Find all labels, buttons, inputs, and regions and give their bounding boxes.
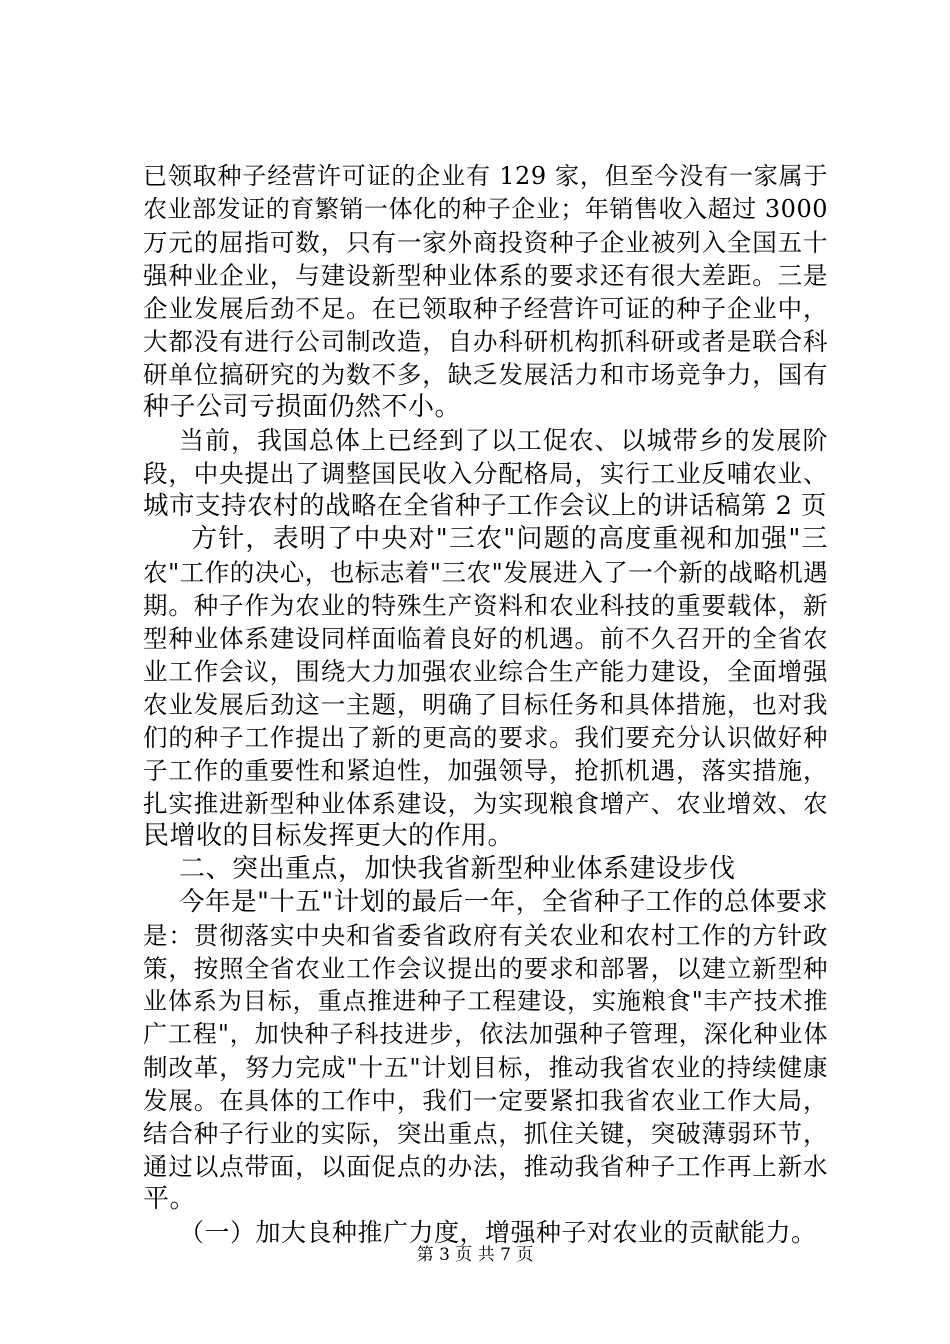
text-line: 二、突出重点，加快我省新型种业体系建设步伐 [179,854,736,884]
text-line: 段，中央提出了调整国民收入分配格局，实行工业反哺农业、 [143,459,828,488]
text-line: 业工作会议，围绕大力加强农业综合生产能力建设，全面增强 [143,657,828,686]
text-line: 子工作的重要性和紧迫性，加强领导，抢抓机遇，落实措施， [143,756,828,785]
text-line: 强种业企业，与建设新型种业体系的要求还有很大差距。三是 [143,261,828,290]
text-line: 制改革，努力完成"十五"计划目标，推动我省农业的持续健康 [143,1053,828,1082]
text-line: 业体系为目标，重点推进种子工程建设，实施粮食"丰产技术推 [143,987,828,1015]
text-line: 型种业体系建设同样面临着良好的机遇。前不久召开的全省农 [143,624,828,653]
text-line: 研单位搞研究的为数不多，缺乏发展活力和市场竞争力，国有 [143,360,828,389]
text-line: 种子公司亏损面仍然不小。 [143,392,462,422]
text-line: 农"工作的决心，也标志着"三农"发展进入了一个新的战略机遇 [143,558,829,587]
text-line: 期。种子作为农业的特殊生产资料和农业科技的重要载体，新 [143,591,828,620]
text-line: 今年是"十五"计划的最后一年，全省种子工作的总体要求 [179,887,828,917]
text-line: 企业发展后劲不足。在已领取种子经营许可证的种子企业中， [143,294,828,323]
text-line: 城市支持农村的战略在全省种子工作会议上的讲话稿第 2 页 [143,491,827,521]
text-line: 大都没有进行公司制改造，自办科研机构抓科研或者是联合科 [143,327,828,356]
text-line: 广工程"，加快种子科技进步，依法加强种子管理，深化种业体 [143,1020,828,1048]
text-line: 平。 [143,1184,197,1214]
text-line: 通过以点带面，以面促点的办法，推动我省种子工作再上新水 [143,1152,828,1181]
text-line: 万元的屈指可数，只有一家外商投资种子企业被列入全国五十 [143,228,828,257]
text-line: 扎实推进新型种业体系建设，为实现粮食增产、农业增效、农 [143,789,828,818]
text-line: 方针，表明了中央对"三农"问题的高度重视和加强"三 [191,524,828,554]
text-line: 结合种子行业的实际，突出重点，抓住关键，突破薄弱环节， [143,1119,828,1148]
text-line: 民增收的目标发挥更大的作用。 [143,821,515,851]
text-line: （一）加大良种推广力度，增强种子对农业的贡献能力。 [179,1218,817,1247]
text-line: 策，按照全省农业工作会议提出的要求和部署，以建立新型种 [143,954,828,983]
document-body [143,160,828,1249]
text-line: 发展。在具体的工作中，我们一定要紧扣我省农业工作大局， [143,1086,828,1115]
text-line: 已领取种子经营许可证的企业有 129 家，但至今没有一家属于 [143,162,828,190]
text-line: 农业部发证的育繁销一体化的种子企业；年销售收入超过 3000 [143,195,828,223]
text-line: 们的种子工作提出了新的更高的要求。我们要充分认识做好种 [143,723,828,752]
text-line: 当前，我国总体上已经到了以工促农、以城带乡的发展阶 [179,426,828,455]
text-line: 是：贯彻落实中央和省委省政府有关农业和农村工作的方针政 [143,921,828,950]
text-line: 农业发展后劲这一主题，明确了目标任务和具体措施，也对我 [143,690,828,719]
page-footer: 第 3 页 共 7 页 [416,1245,534,1265]
